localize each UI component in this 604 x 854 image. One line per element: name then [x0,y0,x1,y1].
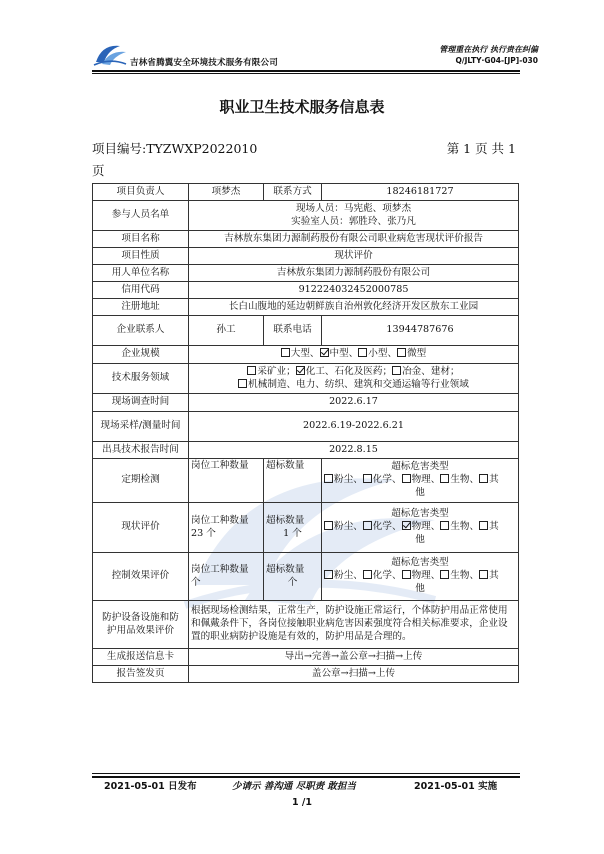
control-exceed-cell [264,553,322,601]
survey-time-value: 2022.6.17 [189,394,519,412]
periodic-physical-option[interactable]: 物理 [402,474,431,485]
employer-value: 吉林敖东集团力源制药股份有限公司 [189,265,519,282]
periodic-biological-option[interactable]: 生物 [440,474,469,485]
card-flow: 导出→完善→盖公章→扫描→上传 [189,649,519,666]
header-rule [92,70,520,72]
checkbox-icon [479,521,488,530]
status-exceed-count: 1 个 [283,527,302,539]
members-label: 参与人员名单 [93,201,189,231]
scale-options: 大型、 中型、 小型、 微型 [189,346,519,364]
periodic-label: 定期检测 [93,459,189,503]
checkbox-icon [392,366,401,375]
periodic-hazard-cell: 超标危害类型 粉尘、 化学、 物理、 生物、 其 他 [322,459,519,503]
checkbox-icon [479,570,488,579]
checkbox-icon [479,474,488,483]
service-label: 技术服务领域 [93,364,189,394]
ent-phone-label: 联系电话 [264,316,322,346]
scale-medium-option[interactable]: 中型 [320,348,349,359]
checkbox-icon [324,474,333,483]
footer-rule-thin [92,773,520,774]
checkbox-icon [363,570,372,579]
ent-contact-label: 企业联系人 [93,316,189,346]
credit-label: 信用代码 [93,282,189,299]
control-other-option[interactable]: 其 [479,570,499,581]
service-machinery-option[interactable]: 机械制造、电力、纺织、建筑和交通运输等行业领域 [238,379,469,390]
scale-large-option[interactable]: 大型 [281,348,310,359]
checkbox-icon [358,348,367,357]
service-metallurgy-option[interactable]: 冶金、建材 [392,366,450,377]
project-nature-value: 现状评价 [189,248,519,265]
service-info-table [92,183,519,683]
issue-flow: 盖公章→扫描→上传 [189,666,519,683]
checkbox-icon [402,570,411,579]
field-staff: 现场人员：马宪彪、项梦杰 [295,202,412,214]
control-pos-label: 岗位工种数量 [191,563,249,575]
checkbox-icon [440,474,449,483]
members-value [189,201,519,231]
checkbox-icon [440,521,449,530]
page-number: 1 /1 [292,797,312,808]
periodic-exceed-label: 超标数量 [266,460,305,471]
service-chemical-option[interactable]: 化工、石化及医药 [296,366,383,377]
lab-staff: 实验室人员：郭胜玲、张乃凡 [291,215,416,227]
control-dust-option[interactable]: 粉尘 [324,570,353,581]
service-options: 采矿业； 化工、石化及医药； 冶金、建材； 机械制造、电力、纺织、建筑和交通运输等行业领域 [189,364,519,394]
checkbox-icon [324,521,333,530]
ent-contact-value: 孙工 [189,316,264,346]
status-exceed-label: 超标数量 [266,514,305,526]
header-rule-thin [92,73,520,74]
checkbox-icon [402,474,411,483]
effective-date: 2021-05-01 实施 [414,781,498,792]
control-exceed-label: 超标数量 [266,563,305,575]
service-mining-option[interactable]: 采矿业 [247,366,286,377]
status-hazard-label: 超标危害类型 [391,508,449,520]
project-number-label: 项目编号: [92,141,147,156]
control-chemical-option[interactable]: 化学 [363,570,392,581]
issue-date: 2021-05-01 日发布 [104,781,197,792]
control-hazard-tail: 他 [415,582,425,594]
periodic-exceed-cell [264,459,322,503]
status-biological-option[interactable]: 生物 [440,521,469,532]
control-hazard-cell: 超标危害类型 粉尘、 化学、 物理、 生物、 其 他 [322,553,519,601]
checkbox-icon [324,570,333,579]
periodic-pos-label: 岗位工种数量 [191,460,249,471]
scale-label: 企业规模 [93,346,189,364]
status-pos-label: 岗位工种数量 [191,514,249,526]
project-name-label: 项目名称 [93,231,189,248]
page-title: 职业卫生技术服务信息表 [219,98,385,116]
survey-time-label: 现场调查时间 [93,394,189,412]
project-number-value: TYZWXP2022010 [146,141,258,156]
periodic-dust-option[interactable]: 粉尘 [324,474,353,485]
status-pos-count: 23 个 [191,527,216,539]
sampling-time-label: 现场采样/测量时间 [93,412,189,442]
status-pos-cell [189,503,264,553]
header-slogan: 管理重在执行 执行贵在纠偏 [439,45,538,54]
protect-value: 根据现场检测结果，正常生产，防护设施正常运行，个体防护用品正常使用和佩戴条件下，各岗位接触职业病危害因素强度符合相关标准要求，企业设置的职业病防护设施是有效的，防护用品是合理的。 [189,601,519,649]
ent-phone-value: 13944787676 [322,316,519,346]
sampling-time-value: 2022.6.19-2022.6.21 [189,412,519,442]
card-label: 生成报送信息卡 [93,649,189,666]
issue-label: 报告签发页 [93,666,189,683]
footer-motto: 少请示 善沟通 尽职责 敢担当 [232,781,356,792]
project-nature-label: 项目性质 [93,248,189,265]
control-hazard-label: 超标危害类型 [391,557,449,569]
scale-micro-option[interactable]: 微型 [397,348,426,359]
periodic-pos-cell [189,459,264,503]
status-dust-option[interactable]: 粉尘 [324,521,353,532]
address-value: 长白山腹地的延边朝鲜族自治州敦化经济开发区敖东工业园 [189,299,519,316]
credit-value: 912224032452000785 [189,282,519,299]
report-time-value: 2022.8.15 [189,442,519,459]
employer-label: 用人单位名称 [93,265,189,282]
checkbox-icon [281,348,290,357]
checkbox-icon [397,348,406,357]
control-pos-unit: 个 [191,576,201,588]
leader-value: 项梦杰 [189,184,264,201]
address-label: 注册地址 [93,299,189,316]
control-pos-cell [189,553,264,601]
status-physical-option[interactable]: 物理 [402,521,431,532]
periodic-other-option[interactable]: 其 [479,474,499,485]
scale-small-option[interactable]: 小型 [358,348,387,359]
contact-value: 18246181727 [322,184,519,201]
checkbox-icon [363,521,372,530]
status-other-option[interactable]: 其 [479,521,499,532]
status-hazard-tail: 他 [415,533,425,545]
company-logo-icon [92,40,128,70]
company-name: 吉林省腾翼安全环境技术服务有限公司 [130,58,278,68]
page-info: 第 1 页 共 1 [446,141,516,156]
checkbox-icon [363,474,372,483]
control-physical-option[interactable]: 物理 [402,570,431,581]
project-number [92,139,257,157]
status-hazard-cell: 超标危害类型 粉尘、 化学、 物理、 生物、 其 他 [322,503,519,553]
page-header [92,40,538,74]
checkbox-checked-icon [296,366,305,375]
status-label: 现状评价 [93,503,189,553]
page-info-tail: 页 [92,163,105,178]
status-exceed-cell [264,503,322,553]
checkbox-icon [440,570,449,579]
contact-label: 联系方式 [264,184,322,201]
periodic-hazard-tail: 他 [415,486,425,498]
periodic-chemical-option[interactable]: 化学 [363,474,392,485]
control-label: 控制效果评价 [93,553,189,601]
checkbox-icon [238,379,247,388]
report-time-label: 出具技术报告时间 [93,442,189,459]
status-chemical-option[interactable]: 化学 [363,521,392,532]
project-name-value: 吉林敖东集团力源制药股份有限公司职业病危害现状评价报告 [189,231,519,248]
document-number: Q/JLTY·G04-[JP]-030 [455,56,538,65]
checkbox-icon [247,366,256,375]
control-exceed-unit: 个 [287,576,298,588]
leader-label: 项目负责人 [93,184,189,201]
control-biological-option[interactable]: 生物 [440,570,469,581]
protect-label: 防护设备设施和防 护用品效果评价 [93,601,189,649]
checkbox-checked-icon [320,348,329,357]
periodic-hazard-label: 超标危害类型 [391,461,449,473]
checkbox-checked-icon [402,521,411,530]
